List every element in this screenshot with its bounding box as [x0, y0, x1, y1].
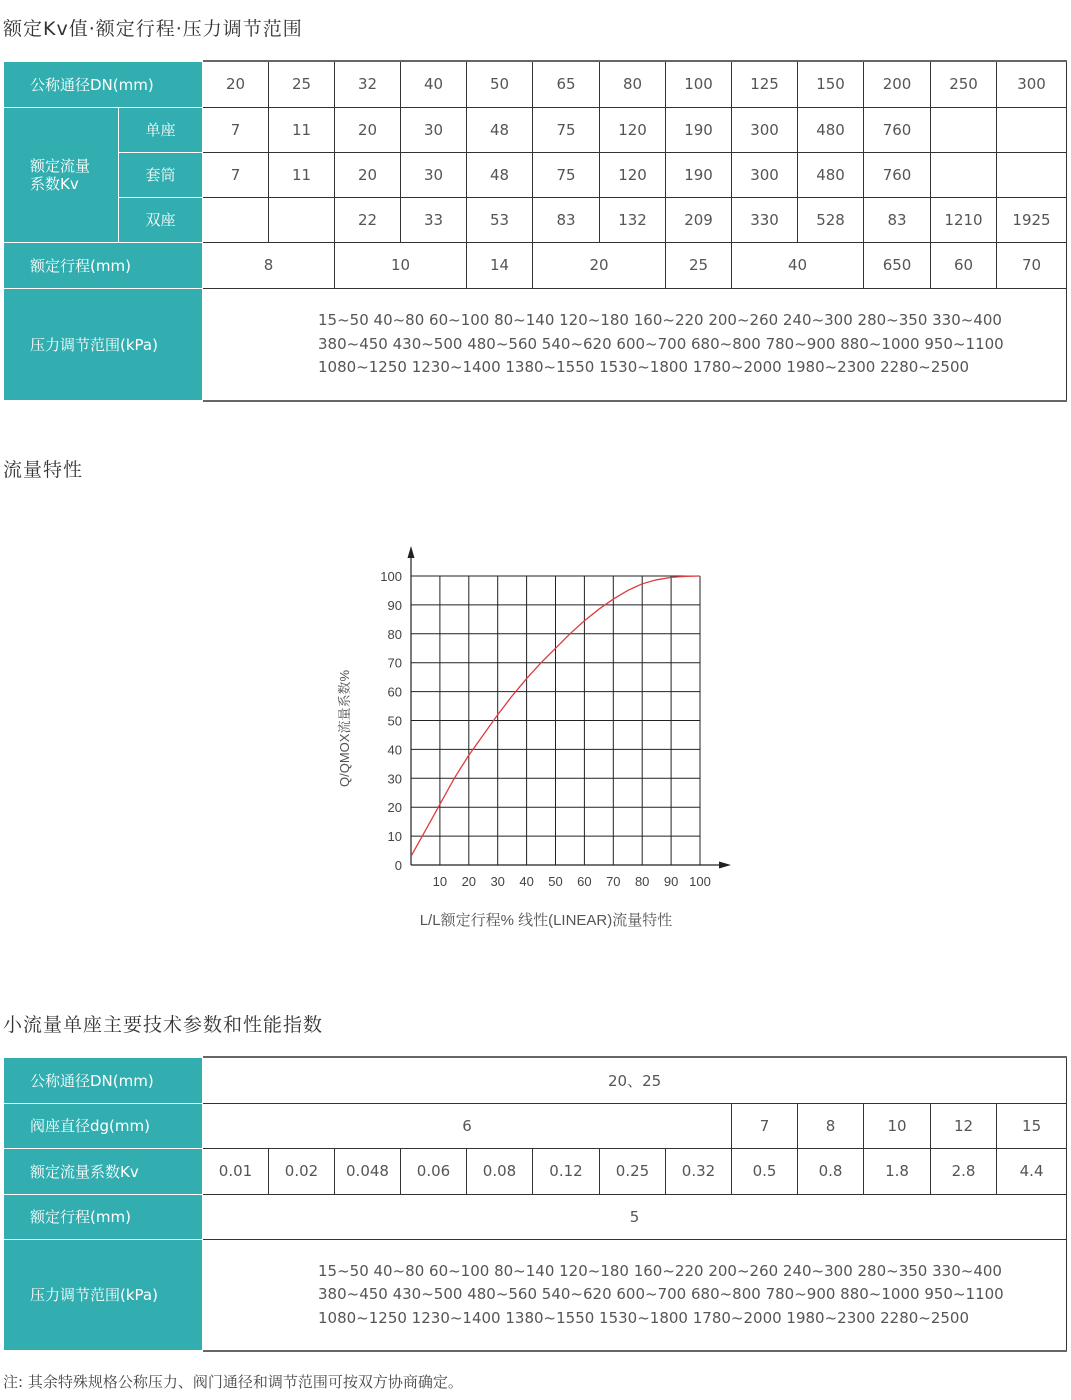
y-axis-label: Q/QMOX流量系数% [337, 669, 352, 788]
kv-cell: 11 [269, 107, 335, 152]
y-tick-label: 90 [387, 597, 402, 613]
x-tick-label: 60 [577, 874, 592, 889]
kv-cell: 48 [467, 152, 533, 197]
double-seat-row [4, 197, 1067, 242]
stroke-cell: 14 [467, 242, 533, 288]
pressure-line: 380~450 430~500 480~560 540~620 600~700 680~800 780~900 880~1000 950~1100 [318, 1285, 1004, 1303]
x-tick-label: 90 [663, 874, 679, 889]
kv-cell: 83 [533, 197, 600, 242]
dn-cell: 32 [335, 61, 401, 107]
y-axis-arrow [408, 546, 415, 558]
y-tick-label: 40 [387, 742, 402, 758]
pressure-line: 1080~1250 1230~1400 1380~1550 1530~1800 1780~2000 1980~2300 2280~2500 [318, 358, 970, 376]
pressure-ranges [203, 288, 1067, 401]
y-tick-label: 100 [380, 569, 402, 584]
dn-cell: 100 [666, 61, 732, 107]
y-tick-label: 80 [387, 626, 402, 642]
kv-cell: 30 [401, 152, 467, 197]
kv-cell: 0.06 [401, 1148, 467, 1194]
dn-cell: 200 [864, 61, 931, 107]
pressure-line: 15~50 40~80 60~100 80~140 120~180 160~220 200~260 240~300 280~350 330~400 [318, 311, 1002, 329]
kv-label: 额定流量系数Kv [4, 107, 119, 242]
pressure-label: 压力调节范围(kPa) [4, 288, 203, 401]
seat-diameter-cell: 12 [931, 1103, 997, 1148]
stroke-cell: 70 [997, 242, 1067, 288]
kv-cell: 83 [864, 197, 931, 242]
dn-label: 公称通径DN(mm) [4, 1057, 203, 1103]
kv-cell [997, 152, 1067, 197]
pressure-row [4, 1239, 1067, 1351]
kv-cell: 0.12 [533, 1148, 600, 1194]
x-tick-label: 50 [548, 874, 563, 889]
dn-cell: 300 [997, 61, 1067, 107]
kv-cell: 120 [600, 152, 666, 197]
x-tick-label: 100 [689, 874, 711, 889]
stroke-cell: 25 [666, 242, 732, 288]
dn-cell: 25 [269, 61, 335, 107]
dn-cell: 20 [203, 61, 269, 107]
y-tick-label: 30 [387, 771, 402, 787]
kv-cell: 0.02 [269, 1148, 335, 1194]
kv-cell: 75 [533, 152, 600, 197]
y-tick-label: 20 [387, 800, 402, 816]
kv-cell: 7 [203, 152, 269, 197]
y-tick-label: 10 [387, 829, 402, 845]
stroke-label: 额定行程(mm) [4, 1194, 203, 1239]
kv-cell: 209 [666, 197, 732, 242]
stroke-cell: 8 [203, 242, 335, 288]
kv-cell: 0.08 [467, 1148, 533, 1194]
stroke-cell: 5 [203, 1194, 1067, 1239]
kv-cell: 132 [600, 197, 666, 242]
kv-cell: 760 [864, 152, 931, 197]
stroke-cell: 20 [533, 242, 666, 288]
kv-cell: 1.8 [864, 1148, 931, 1194]
kv-cell: 75 [533, 107, 600, 152]
kv-section-title: 额定Kv值·额定行程·压力调节范围 [3, 18, 303, 40]
dn-cell: 50 [467, 61, 533, 107]
kv-cell: 480 [798, 107, 864, 152]
y-tick-label: 70 [387, 655, 402, 671]
x-axis-arrow [719, 862, 731, 869]
kv-cell: 480 [798, 152, 864, 197]
kv-table [3, 60, 1067, 402]
sleeve-label: 套筒 [119, 152, 203, 197]
kv-cell: 190 [666, 107, 732, 152]
dn-cell: 20、25 [203, 1057, 1067, 1103]
footnote: 注: 其余特殊规格公称压力、阀门通径和调节范围可按双方协商确定。 [3, 1373, 463, 1391]
seat-diameter-cell: 10 [864, 1103, 931, 1148]
kv-cell [203, 197, 269, 242]
flow-characteristic-chart [320, 540, 760, 940]
pressure-ranges [203, 1239, 1067, 1351]
kv-cell: 53 [467, 197, 533, 242]
kv-cell: 20 [335, 152, 401, 197]
kv-cell: 2.8 [931, 1148, 997, 1194]
stroke-label: 额定行程(mm) [4, 242, 203, 288]
kv-cell: 190 [666, 152, 732, 197]
pressure-line: 15~50 40~80 60~100 80~140 120~180 160~220 200~260 240~300 280~350 330~400 [318, 1261, 1002, 1280]
x-axis-label: L/L额定行程% 线性(LINEAR)流量特性 [419, 912, 673, 929]
kv-cell: 0.5 [732, 1148, 798, 1194]
dn-cell: 125 [732, 61, 798, 107]
stroke-cell: 10 [335, 242, 467, 288]
kv-cell: 0.8 [798, 1148, 864, 1194]
kv-cell [931, 107, 997, 152]
kv-cell: 0.048 [335, 1148, 401, 1194]
kv-cell: 48 [467, 107, 533, 152]
pressure-line: 380~450 430~500 480~560 540~620 600~700 680~800 780~900 880~1000 950~1100 [318, 334, 1004, 353]
kv-row [4, 1148, 1067, 1194]
kv-cell [269, 197, 335, 242]
single-seat-row [4, 107, 1067, 152]
x-tick-label: 70 [606, 874, 621, 889]
kv-cell [997, 107, 1067, 152]
flow-section-title: 流量特性 [3, 459, 84, 481]
stroke-row [4, 242, 1067, 288]
sleeve-row [4, 152, 1067, 197]
small-flow-section-title: 小流量单座主要技术参数和性能指数 [3, 1014, 324, 1036]
x-tick-label: 30 [490, 874, 505, 889]
kv-cell: 30 [401, 107, 467, 152]
kv-cell: 528 [798, 197, 864, 242]
seat-diameter-cell: 7 [732, 1103, 798, 1148]
kv-cell: 20 [335, 107, 401, 152]
stroke-cell: 60 [931, 242, 997, 288]
dn-row [4, 1057, 1067, 1103]
kv-cell: 300 [732, 107, 798, 152]
x-tick-label: 20 [461, 874, 477, 889]
kv-cell: 330 [732, 197, 798, 242]
kv-cell: 300 [732, 152, 798, 197]
stroke-cell: 650 [864, 242, 931, 288]
pressure-line: 1080~1250 1230~1400 1380~1550 1530~1800 1780~2000 1980~2300 2280~2500 [318, 1308, 970, 1327]
kv-cell: 7 [203, 107, 269, 152]
y-tick-label: 50 [387, 713, 402, 729]
kv-cell: 120 [600, 107, 666, 152]
seat-diameter-cell: 6 [203, 1103, 732, 1148]
seat-diameter-label: 阀座直径dg(mm) [4, 1103, 203, 1148]
dn-label: 公称通径DN(mm) [4, 61, 203, 107]
kv-cell: 1210 [931, 197, 997, 242]
pressure-label: 压力调节范围(kPa) [4, 1239, 203, 1351]
seat-diameter-cell: 8 [798, 1103, 864, 1148]
dn-cell: 80 [600, 61, 666, 107]
kv-cell: 760 [864, 107, 931, 152]
pressure-row [4, 288, 1067, 401]
small-flow-table [3, 1056, 1067, 1352]
seat-diameter-row [4, 1103, 1067, 1148]
kv-cell: 0.01 [203, 1148, 269, 1194]
dn-cell: 65 [533, 61, 600, 107]
x-tick-label: 40 [519, 874, 534, 889]
double-seat-label: 双座 [119, 197, 203, 242]
dn-cell: 40 [401, 61, 467, 107]
kv-cell: 0.25 [600, 1148, 666, 1194]
stroke-cell: 40 [732, 242, 864, 288]
dn-row [4, 61, 1067, 107]
kv-cell: 33 [401, 197, 467, 242]
kv-cell: 1925 [997, 197, 1067, 242]
y-tick-label: 0 [394, 858, 402, 873]
seat-diameter-cell: 15 [997, 1103, 1067, 1148]
dn-cell: 250 [931, 61, 997, 107]
x-tick-label: 80 [634, 874, 650, 889]
dn-cell: 150 [798, 61, 864, 107]
stroke-row [4, 1194, 1067, 1239]
y-tick-label: 60 [387, 684, 402, 700]
single-seat-label: 单座 [119, 107, 203, 152]
kv-cell: 22 [335, 197, 401, 242]
kv-cell [931, 152, 997, 197]
kv-cell: 4.4 [997, 1148, 1067, 1194]
x-tick-label: 10 [432, 874, 448, 889]
kv-cell: 0.32 [666, 1148, 732, 1194]
kv-label: 额定流量系数Kv [4, 1148, 203, 1194]
kv-cell: 11 [269, 152, 335, 197]
